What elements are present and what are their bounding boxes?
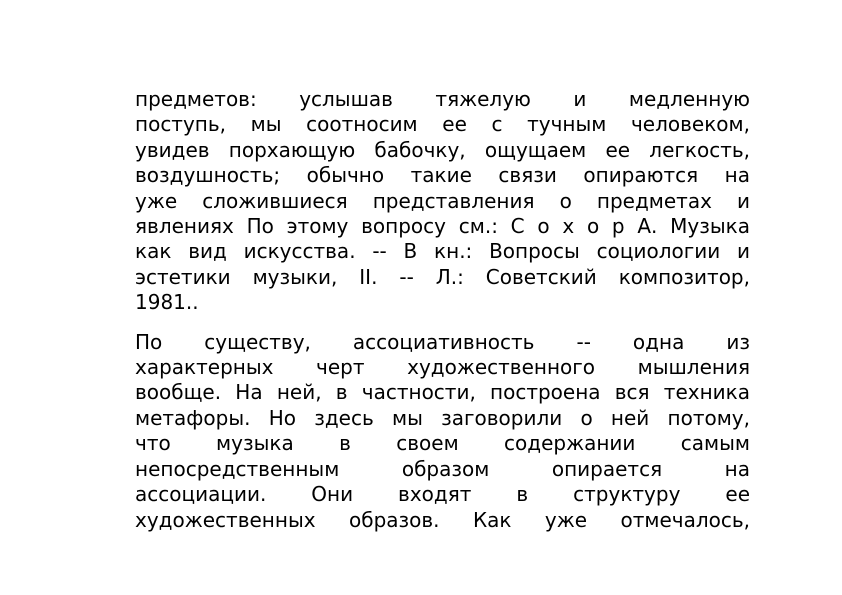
text-line: предметов: услышав тяжелую и медленную <box>135 87 750 111</box>
text-line: метафоры. Но здесь мы заговорили о ней потому, <box>135 405 750 430</box>
paragraph-1 <box>135 87 750 316</box>
text-line: ассоциации. Они входят в структуру ее <box>135 482 750 507</box>
text-line: 1981.. <box>135 290 199 315</box>
text-line: художественных образов. Как уже отмечалось, <box>135 507 750 532</box>
text-line: характерных черт художественного мышления <box>135 355 750 380</box>
text-line: поступь, мы соотносим ее с тучным человеком, <box>135 112 750 137</box>
text-line: непосредственным образом опирается на <box>135 456 750 481</box>
text-line: уже сложившиеся представления о предметах и <box>135 188 750 213</box>
text-line: как вид искусства. -- В кн.: Вопросы социологии и <box>135 239 750 264</box>
text-line: эстетики музыки, II. -- Л.: Советский композитор, <box>135 264 750 289</box>
text-line: увидев порхающую бабочку, ощущаем ее легкость, <box>135 137 750 162</box>
text-line: что музыка в своем содержании самым <box>135 431 750 456</box>
text-body <box>135 87 750 533</box>
text-line: воздушность; обычно такие связи опираются на <box>135 163 750 188</box>
text-line: По существу, ассоциативность -- одна из <box>135 329 750 354</box>
text-line: явлениях По этому вопросу см.: С о х о р А. Музыка <box>135 214 750 239</box>
text-line: вообще. На ней, в частности, построена вся техника <box>135 380 750 405</box>
paragraph-2 <box>135 330 750 533</box>
